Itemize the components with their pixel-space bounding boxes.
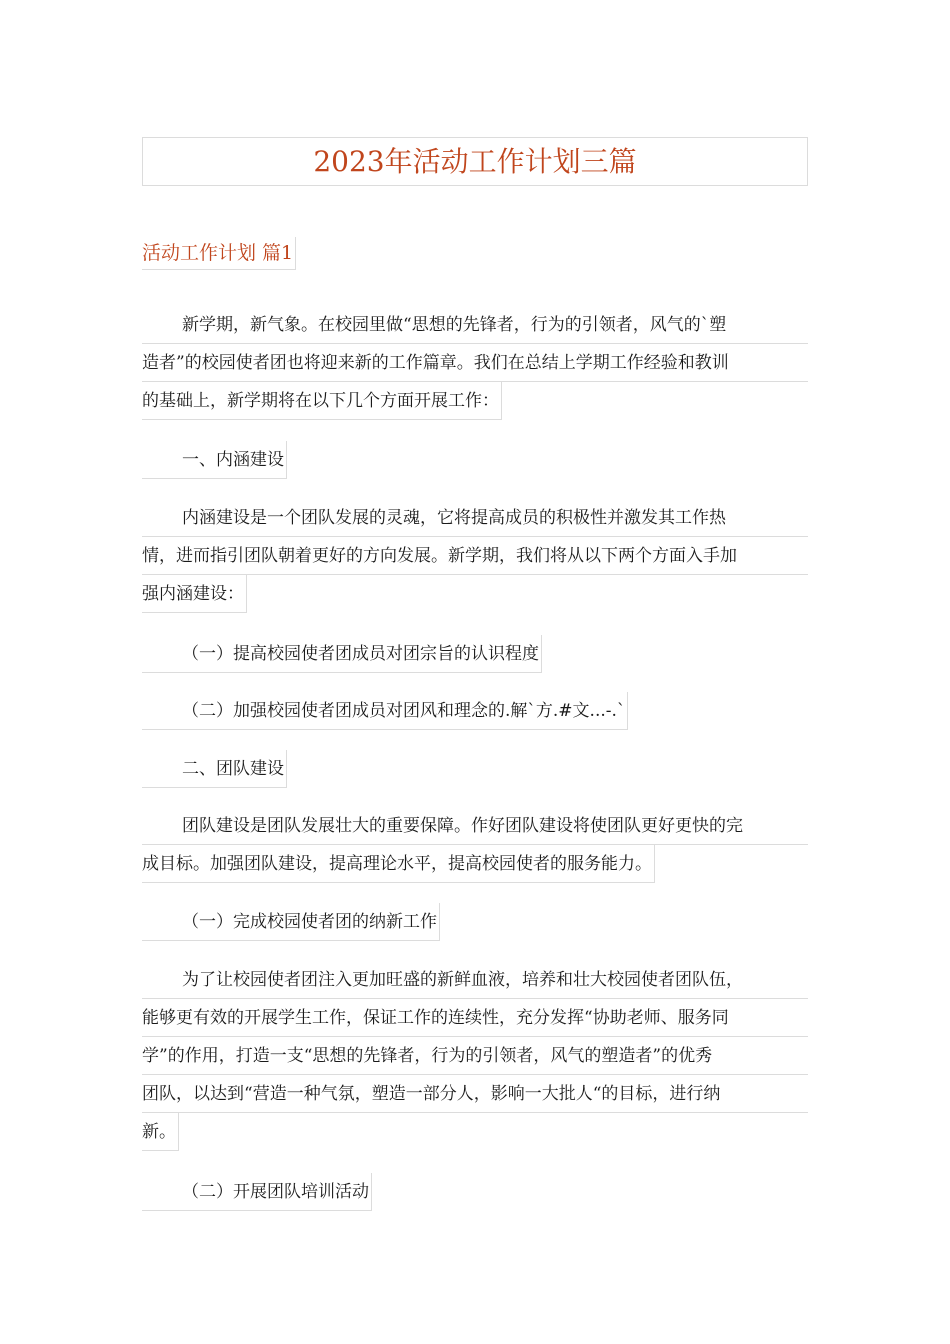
paragraph-line: 新。 (142, 1113, 179, 1151)
paragraph-line: 能够更有效的开展学生工作，保证工作的连续性，充分发挥“协助老师、服务同 (142, 999, 808, 1037)
paragraph-recruit (142, 961, 808, 1151)
subitem-text: （二）开展团队培训活动 (142, 1173, 372, 1211)
subitem-1 (142, 635, 808, 673)
paragraph-line: 为了让校园使者团注入更加旺盛的新鲜血液，培养和壮大校园使者团队伍， (142, 961, 808, 999)
paragraph-line: 情，进而指引团队朝着更好的方向发展。新学期，我们将从以下两个方面入手加 (142, 537, 808, 575)
paragraph-line: 造者”的校园使者团也将迎来新的工作篇章。我们在总结上学期工作经验和教训 (142, 344, 808, 382)
subitem-4 (142, 1173, 808, 1211)
paragraph-line: 内涵建设是一个团队发展的灵魂，它将提高成员的积极性并激发其工作热 (142, 499, 808, 537)
paragraph-line: 团队，以达到“营造一种气氛，塑造一部分人，影响一大批人“的目标，进行纳 (142, 1075, 808, 1113)
subitem-text: （二）加强校园使者团成员对团风和理念的.解`方.#文...-.` (142, 692, 628, 730)
section-subtitle: 活动工作计划 篇1 (142, 237, 296, 270)
subitem-3 (142, 903, 808, 941)
paragraph-line: 团队建设是团队发展壮大的重要保障。作好团队建设将使团队更好更快的完 (142, 807, 808, 845)
heading-text: 二、团队建设 (142, 750, 287, 788)
document-title: 2023年活动工作计划三篇 (142, 137, 808, 186)
subitem-text: （一）提高校园使者团成员对团宗旨的认识程度 (142, 635, 542, 673)
heading-team (142, 750, 808, 788)
paragraph-line: 强内涵建设： (142, 575, 247, 613)
subitem-text: （一）完成校园使者团的纳新工作 (142, 903, 440, 941)
heading-text: 一、内涵建设 (142, 441, 287, 479)
paragraph-intro (142, 306, 808, 420)
paragraph-connotation (142, 499, 808, 613)
paragraph-team (142, 807, 808, 883)
paragraph-line: 的基础上，新学期将在以下几个方面开展工作： (142, 382, 502, 420)
subitem-2 (142, 692, 808, 730)
heading-connotation (142, 441, 808, 479)
paragraph-line: 成目标。加强团队建设，提高理论水平，提高校园使者的服务能力。 (142, 845, 655, 883)
paragraph-line: 学”的作用，打造一支“思想的先锋者，行为的引领者，风气的塑造者”的优秀 (142, 1037, 808, 1075)
paragraph-line: 新学期，新气象。在校园里做“思想的先锋者，行为的引领者，风气的`塑 (142, 306, 808, 344)
